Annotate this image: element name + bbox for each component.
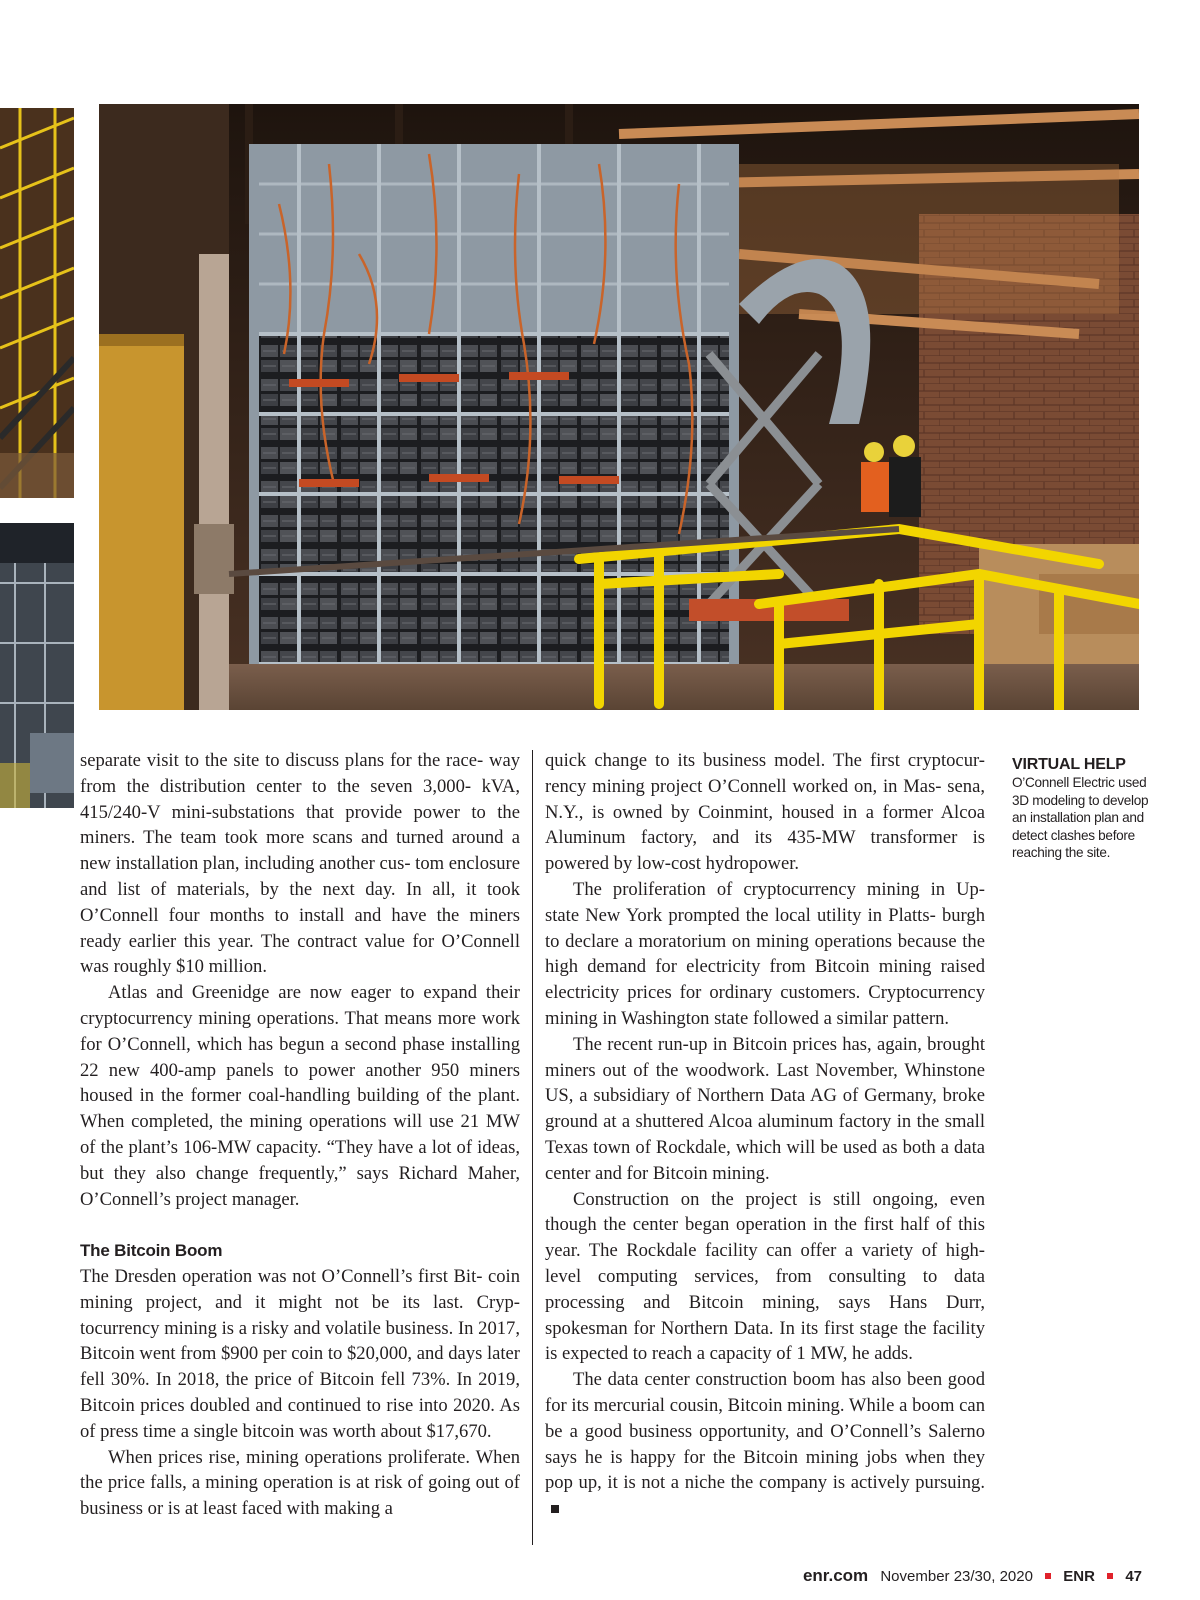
separator-square-icon [1045, 1573, 1051, 1579]
article-column-1 [80, 748, 520, 1522]
paragraph-last [545, 1367, 985, 1522]
paragraph: When prices rise, mining operations proliferate. When the price falls, a mining operation is at risk of going out of business or is at least faced with making a [80, 1446, 520, 1520]
subheading: The Bitcoin Boom [80, 1241, 223, 1261]
paragraph: separate visit to the site to discuss plans for the race- way from the distribution center to the seven 3,000- kVA, 415/240-V mini-substations that provide power to the miners. The team took more scans and turned around a new installation plan, including another cus- tom enclosure and list of materials, by the next day. In all, it took O’Connell four months to install and have the miners ready earlier this year. The contract value for O’Connell was roughly $10 million. [80, 750, 520, 978]
footer-date: November 23/30, 2020 [880, 1568, 1033, 1585]
paragraph: The recent run-up in Bitcoin prices has, again, brought miners out of the woodwork. Last November, Whinstone US, a subsidiary of Northern Data AG of Germany, broke ground at a shuttered Alcoa aluminum factory in the small Texas town of Rockdale, which will be used as both a data center and for Bitcoin mining. [545, 1033, 985, 1184]
paragraph-text: The data center construction boom has also been good for its mercurial cousin, Bitcoin mining. While a boom can be a good business opportunity, and O’Connell’s Salerno says he is happy for the Bitcoin mining jobs when they pop up, it is not a niche the company is actively pursuing. [545, 1369, 985, 1494]
paragraph: The proliferation of cryptocurrency mining in Up- state New York prompted the local utility in Platts- burgh to declare a moratorium on mining operations because the high demand for electricity from Bitcoin mining raised electricity prices for ordinary customers. Cryptocurrency mining in Washington state followed a similar pattern. [545, 878, 985, 1029]
photo-caption [1012, 755, 1152, 862]
paragraph: Construction on the project is still ongoing, even though the center began operation in the first half of this year. The Rockdale facility can offer a variety of high-level computing services, from consulting to data processing and Bitcoin mining, says Hans Durr, spokesman for Northern Data. In its first stage the facility is expected to reach a capacity of 1 MW, he adds. [545, 1188, 985, 1365]
paragraph: quick change to its business model. The first cryptocur- rency mining project O’Connell worked on, in Mas- sena, N.Y., is owned by Coinmint, housed in a former Alcoa Aluminum factory, and its 435-MW transformer is powered by low-cost hydropower. [545, 750, 985, 875]
end-mark-icon [551, 1505, 559, 1513]
footer-site: enr.com [802, 1566, 869, 1585]
hero-photo [99, 104, 1139, 710]
article-column-2 [545, 748, 985, 1522]
caption-body: O’Connell Electric used 3D modeling to develop an installation plan and detect clashes before reaching the site. [1012, 775, 1149, 861]
separator-square-icon [1107, 1573, 1113, 1579]
page-number: 47 [1125, 1568, 1142, 1585]
page-footer [803, 1566, 1142, 1586]
hero-photo-illustration [99, 104, 1139, 710]
paragraph: The Dresden operation was not O’Connell’s first Bit- coin mining project, and it might not be its last. Cryp- tocurrency mining is a risky and volatile business. In 2017, Bitcoin went from $900 per coin to $20,000, and days later fell 30%. In 2018, the price of Bitcoin fell 73%. In 2019, Bitcoin prices doubled and continued to rise into 2020. As of press time a single bitcoin was worth about $17,670. [80, 1265, 520, 1442]
column-divider [532, 750, 533, 1545]
paragraph: Atlas and Greenidge are now eager to expand their cryptocurrency mining operations. That means more work for O’Connell, which has begun a second phase installing 22 new 400-amp panels to power another 950 miners housed in the former coal-handling building of the plant. When completed, the mining operations will use 21 MW of the plant’s 106-MW capacity. “They have a lot of ideas, but they also change frequently,” says Richard Maher, O’Connell’s project manager. [80, 982, 520, 1210]
footer-brand: ENR [1063, 1568, 1095, 1585]
caption-title: VIRTUAL HELP [1012, 756, 1126, 773]
photo-left-bottom [0, 523, 74, 808]
photo-left-top [0, 108, 74, 498]
